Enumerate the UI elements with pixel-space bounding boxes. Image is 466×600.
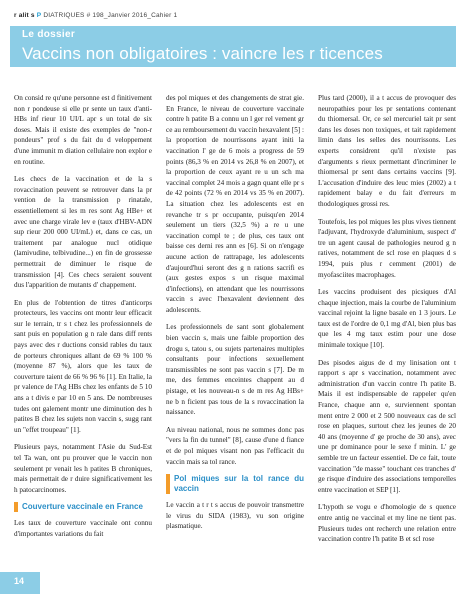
paragraph: des pol miques et des changements de strat gie. En France, le niveau de couverture vaccinale contre h patite B a connu un l ger rel vement gr ce au remboursement du vaccin hexavalent [5] : la proportion de nourrissons ayant initi la vaccination l' ge de 6 mois a progress de 59 points (86,3 % en 2014 vs 26,8 % en 2007), et la proportion de ceux ayant re u un sch ma vaccinal complet 24 mois a gagn quant elle pr s de 42 points (72 % en 2014 vs 35 % en 2007). La situation chez les adolescents est en revanche tr s pr occupante, puisqu'en 2014 seulement un tiers (32,5 %) a re u une vaccination compl te ; de plus, ces taux ont baisse ces derni res ann es [6]. Si on n'engage aucune action de rattrapage, les adolescents d'aujourd'hui seront des g n rations sacrifi es (aux gestes expos s un risque maximal d'infections), en attendant que les nourrissons vaccin s avec l'hexavalent deviennent des adolescents. bbox=[166, 94, 304, 314]
heading-accent-bar bbox=[166, 474, 170, 494]
dossier-banner bbox=[10, 26, 456, 67]
text-column-2 bbox=[166, 93, 304, 539]
paragraph: Au niveau national, nous ne sommes donc pas "vers la fin du tunnel" [8], cause d'une d fiance et de pol miques visant non pas l'efficacit du vaccin mais sa tol rance. bbox=[166, 425, 304, 466]
paragraph: Le vaccin a t r t s accus de pouvoir transmettre le virus du SIDA (1983), vu son origine plasmatique. bbox=[166, 501, 304, 531]
article-title: Vaccins non obligatoires : vaincre les r ticences bbox=[22, 44, 383, 63]
section-heading-text: Pol miques sur la tol rance du vaccin bbox=[174, 474, 304, 494]
paragraph: L'hypoth se vogu e d'homologie de s quence entre antig ne vaccinal et my line ne tient pas. Plusieurs tudes ont recherch une relation entre vaccination contre l'h patite B et scl rose bbox=[318, 503, 456, 544]
heading-accent-bar bbox=[14, 502, 18, 512]
paragraph: Plusieurs pays, notamment l'Asie du Sud-Est tel Ta wan, ont pu prouver que le vaccin non seulement pr venait les h patites B chroniques, mais permettait de r duire significativement les h patocarcinomes. bbox=[14, 443, 152, 494]
paragraph: Les vaccins produisent des picsiques d'Al chaque injection, mais la courbe de l'aluminium vaccinal rejoint la ligne basale en 1 3 jours. Le taux est de l'ordre de 0,1 mg d'Al, bien plus bas que les 4 mg taux estim pour une dose minimale toxique [10]. bbox=[318, 288, 456, 350]
section-heading bbox=[14, 502, 152, 512]
section-letters: P bbox=[36, 12, 42, 19]
running-head-text: DIATRIQUES # 198_Janvier 2016_Cahier 1 bbox=[43, 12, 178, 19]
banner-kicker: Le dossier bbox=[22, 29, 76, 40]
page-number: 14 bbox=[14, 576, 25, 586]
journal-name: r alit s bbox=[14, 12, 35, 19]
paragraph: Les checs de la vaccination et de la s rovaccination peuvent se retrouver dans la pr vention de la transmission p rinatale, essentiellement si les m res sont Ag HBe+ et avec une charge virale lev e (taux d'HBV-ADN sup rieur 200 000 UI/mL) et, dans ce cas, un traitement par analogue nucl otidique (lamivudine, telbivudine...) en fin de grossesse permettrait de diminuer le risque de transmission [4]. Ces checs seraient souvent dus l'apparition de mutants d' chappement. bbox=[14, 175, 152, 290]
paragraph: Des pisodes aigus de d my linisation ont t rapport s apr s vaccination, notamment avec administration d'un vaccin contre l'h patite B. Mais il est indispensable de rappeler qu'en France, chaque ann e, surviennent spontan ment entre 2 000 et 2 500 nouveaux cas de scl rose en plaques, surtout chez les jeunes de 20 40 ans (moyenne d' ge proche de 30 ans), avec une pr dominance pour le sexe f minin. L' ge semble tre un facteur essentiel. De ce fait, toute vaccination "de masse" touchant ces tranches d' ge risque d'induire des associations temporelles entre vaccination et SEP [1]. bbox=[318, 358, 456, 494]
paragraph: Toutefois, les pol miques les plus vives tiennent l'adjuvant, l'hydroxyde d'aluminium, suspect d' tre un agent causal de pathologies neurod g n ratives, notamment de scl rose en plaques d s 1994, puis plus r cemment (2001) de myofasciites macrophages. bbox=[318, 217, 456, 279]
section-heading bbox=[166, 474, 304, 494]
text-column-3 bbox=[318, 93, 456, 552]
paragraph: Les taux de couverture vaccinale ont connu d'importantes variations du fait bbox=[14, 519, 152, 538]
paragraph: Plus tard (2000), il a t accus de provoquer des neuropathies pour les pr sentations contenant du thiomersal. Or, ce sel mercuriel tait pr sent dans les doses non toxiques, et tait rapidement limin dans les selles des nourrissons. Les experts considrent qu'il n'existe pas d'arguments s rieux permettant d'incriminer le thiomersal pr sent dans certains vaccins [9]. L'accusation d'induire des leuc mies (2002) a t rapidement balay e du fait d'erreurs m thodologiques grossi res. bbox=[318, 94, 456, 208]
paragraph: Les professionnels de sant sont globalement bien vaccin s, mais une faible proportion des drogu s, tatou s, ou sujets partenaires multiples consultants pour infections sexuellement transmissibles ne sont pas vaccin s [7]. De m me, des femmes enceintes chappent au d pistage, et les nouveau-n s de m res Ag HBs+ ne b n ficient pas tous de la s rovaccination la naissance. bbox=[166, 323, 304, 417]
paragraph: En plus de l'obtention de titres d'anticorps protecteurs, les vaccins ont montr leur efficacit sur le terrain, tr s t chez les professionnels de sant puis en population g n rale dans diff rents pays avec des r ductions consid rables du taux de porteurs chroniques allant de 69 % 100 % (moyenne 87 %), alors que les taux de couverture taient de 66 % 96 % [1]. En Italie, la pr valence de l'Ag HBs chez les enfants de 5 10 ans a t divis e par 10 en 5 ans. De nombreuses tudes ont galement montr une diminution des h patites B chez les sujets non vaccin s, sugg rant un "effet troupeau" [1]. bbox=[14, 298, 152, 434]
section-heading-text: Couverture vaccinale en France bbox=[22, 502, 143, 512]
paragraph: On consid re qu'une personne est d finitivement non r pondeuse si elle pr sente un taux d'anti-HBs inf rieur 10 UI/L apr s un total de six doses. Mais il existe des exemples de "non-r pondeurs" prof s du fait du d veloppement d'une immunit m diation cellulaire non explor e en routine. bbox=[14, 94, 152, 166]
text-column-1 bbox=[14, 93, 152, 547]
running-header bbox=[14, 12, 177, 19]
